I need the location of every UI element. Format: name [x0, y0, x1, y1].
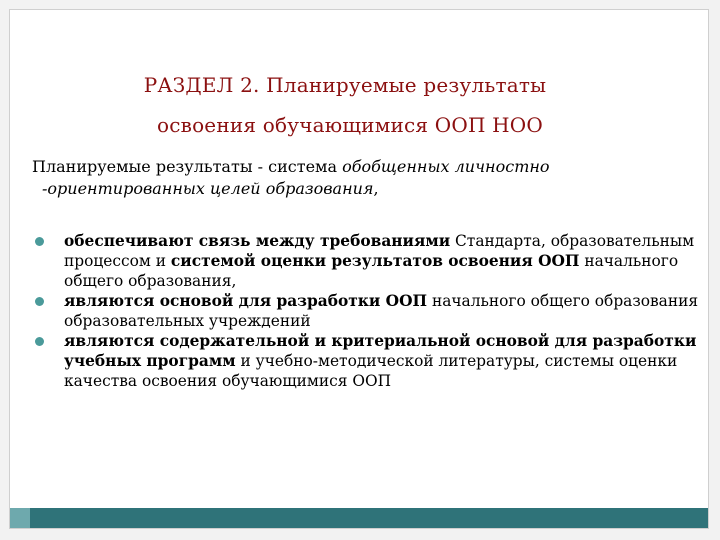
bullet-1-bold-2: системой оценки результатов освоения ООП [170, 252, 580, 270]
bullet-dot-icon [35, 337, 44, 346]
bullet-dot-icon [35, 237, 44, 246]
bullet-2-bold-1: являются основой для разработки ООП [64, 292, 428, 310]
intro-tail: , [373, 179, 379, 198]
bullet-3-text-1: и учебно-методической литературы, системы оценки качества освоения обучающимися ООП [64, 352, 678, 390]
bullet-dot-icon [35, 297, 44, 306]
list-item [32, 231, 702, 291]
list-item [32, 331, 702, 391]
list-item [32, 291, 702, 331]
bullet-2-text-1: начального общего образования образовательных учреждений [64, 292, 699, 330]
bullet-1-bold-1: обеспечивают связь между требованиями [64, 232, 451, 250]
footer-bar [10, 508, 708, 528]
intro-plain-text: Планируемые результаты - система [32, 157, 343, 176]
intro-definition [32, 156, 702, 200]
slide [9, 9, 709, 529]
title-line-1: РАЗДЕЛ 2. Планируемые результаты [143, 73, 547, 97]
intro-italic-text-1: обобщенных личностно [342, 157, 550, 176]
bullet-1-text-2: начального общего образования, [64, 252, 679, 290]
bullet-list [32, 231, 702, 391]
bullet-3-bold-1: являются содержательной и критериальной основой для разработки учебных программ [64, 332, 697, 370]
footer-corner-square [10, 508, 30, 528]
title-line-2: освоения обучающимися ООП НОО [156, 113, 544, 137]
intro-italic-text-2: -ориентированных целей образования [42, 179, 374, 198]
bullet-1-text-1: Стандарта, образовательным процессом и [64, 232, 695, 270]
slide-title [10, 65, 710, 145]
